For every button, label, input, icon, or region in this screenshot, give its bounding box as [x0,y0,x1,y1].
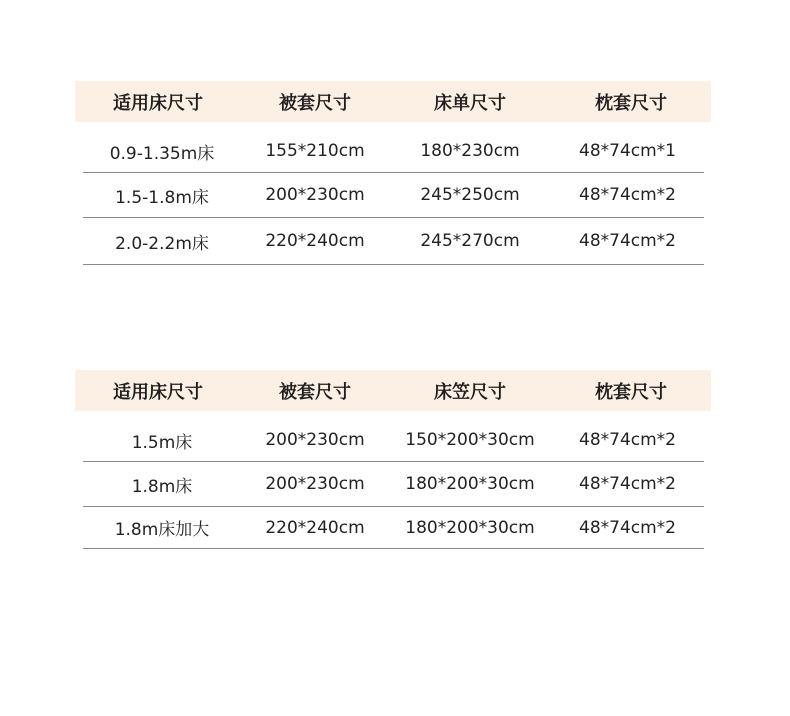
size-table-fitted-sheet [75,370,711,549]
table-row [83,122,704,173]
cell-pillowcase-size: 48*74cm*2 [579,231,676,251]
cell-bed-size: 1.8m床加大 [114,520,210,540]
header-bed-size: 适用床尺寸 [113,381,203,403]
table-row [83,507,704,549]
table-header-row [75,81,711,122]
table-row [83,218,704,265]
table-row [83,173,704,218]
size-table-flat-sheet [75,81,711,265]
cell-pillowcase-size: 48*74cm*1 [579,141,676,161]
cell-duvet-cover-size: 200*230cm [265,185,365,205]
header-pillowcase-size: 枕套尺寸 [595,92,667,114]
cell-fitted-sheet-size: 180*200*30cm [405,474,535,494]
cell-bed-size: 1.5-1.8m床 [115,187,209,208]
cell-pillowcase-size: 48*74cm*2 [579,430,676,450]
cell-duvet-cover-size: 220*240cm [265,231,365,251]
table-body [83,411,704,549]
cell-bed-size: 1.5m床 [131,432,193,453]
header-bed-size: 适用床尺寸 [113,92,203,114]
header-duvet-cover-size: 被套尺寸 [279,381,351,403]
cell-bed-size: 0.9-1.35m床 [109,143,215,164]
cell-sheet-size: 245*270cm [420,231,520,251]
header-fitted-sheet-size: 床笠尺寸 [434,381,506,403]
table-body [83,122,704,265]
header-pillowcase-size: 枕套尺寸 [595,381,667,403]
cell-pillowcase-size: 48*74cm*2 [579,517,676,538]
table-row [83,462,704,507]
header-duvet-cover-size: 被套尺寸 [279,92,351,114]
table-row [83,411,704,462]
cell-sheet-size: 180*230cm [420,141,520,161]
cell-bed-size: 2.0-2.2m床 [115,233,209,254]
header-sheet-size: 床单尺寸 [434,92,506,114]
cell-duvet-cover-size: 200*230cm [265,474,365,494]
cell-pillowcase-size: 48*74cm*2 [579,185,676,205]
table-header-row [75,370,711,411]
cell-fitted-sheet-size: 150*200*30cm [405,430,535,450]
cell-duvet-cover-size: 155*210cm [265,141,365,161]
cell-duvet-cover-size: 200*230cm [265,430,365,450]
cell-sheet-size: 245*250cm [420,185,520,205]
cell-bed-size: 1.8m床 [131,476,193,497]
cell-fitted-sheet-size: 180*200*30cm [405,517,535,538]
cell-pillowcase-size: 48*74cm*2 [579,474,676,494]
cell-duvet-cover-size: 220*240cm [265,517,365,538]
